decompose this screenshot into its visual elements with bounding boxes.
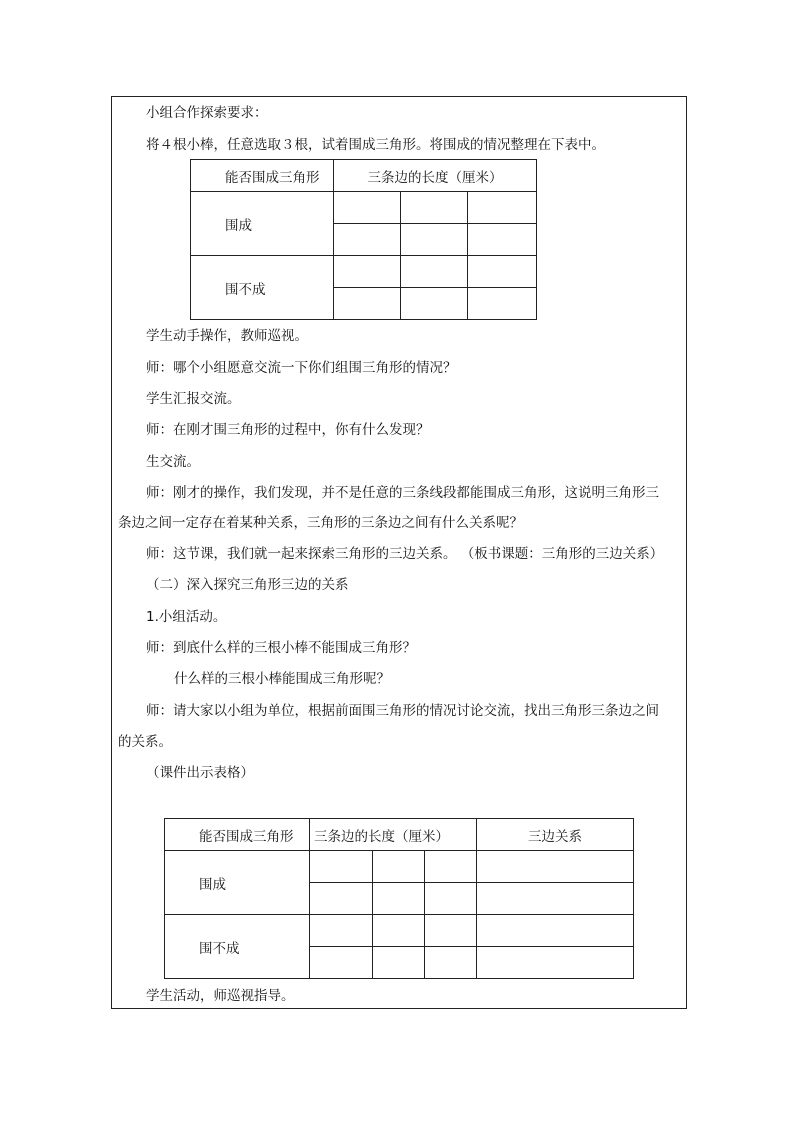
table-cell[interactable] [477,883,634,915]
paragraph-teacher-question-3: 师：到底什么样的三根小棒不能围成三角形？ [146,640,416,656]
table-cell[interactable] [401,256,468,288]
paragraph-teacher-instruction-line1: 师：请大家以小组为单位，根据前面围三角形的情况讨论交流，找出三角形三条边之间 [146,703,659,719]
table-cell[interactable] [334,192,401,224]
table-row [191,192,537,224]
paragraph-teacher-instruction-line2: 的关系。 [118,734,172,750]
table-cell[interactable] [477,851,634,883]
header-side-lengths: 三条边的长度（厘米） [310,819,477,851]
table-cell[interactable] [401,224,468,256]
table-row [191,256,537,288]
paragraph-students-discuss: 生交流。 [146,454,200,470]
paragraph-requirements-title: 小组合作探索要求： [146,105,268,121]
row-label-can: 围成 [191,192,334,256]
paragraph-teacher-question-2: 师：在刚才围三角形的过程中，你有什么发现？ [146,422,430,438]
paragraph-courseware-table: （课件出示表格） [146,765,254,781]
table-cell[interactable] [334,288,401,320]
header-can-form: 能否围成三角形 [165,819,310,851]
section-heading-explore: （二）深入探究三角形三边的关系 [146,577,349,593]
table-cell[interactable] [425,915,477,947]
table-cell[interactable] [334,224,401,256]
table-cell[interactable] [310,883,373,915]
table-triangle-relations [164,818,634,979]
table-cell[interactable] [468,256,537,288]
header-side-relation: 三边关系 [477,819,634,851]
table-cell[interactable] [468,288,537,320]
table-cell[interactable] [468,192,537,224]
header-can-form: 能否围成三角形 [191,160,334,192]
table-cell[interactable] [425,947,477,979]
table-header-row [191,160,537,192]
table-cell[interactable] [401,288,468,320]
paragraph-group-activity: 1.小组活动。 [146,609,227,625]
table-row [165,915,634,947]
paragraph-teacher-question-1: 师：哪个小组愿意交流一下你们组围三角形的情况？ [146,360,457,376]
table-cell[interactable] [334,256,401,288]
row-label-cannot: 围不成 [165,915,310,979]
paragraph-task: 将４根小棒，任意选取３根，试着围成三角形。将围成的情况整理在下表中。 [146,137,605,153]
table-cell[interactable] [477,947,634,979]
table-row [165,851,634,883]
table-cell[interactable] [310,915,373,947]
table-header-row [165,819,634,851]
table-cell[interactable] [373,915,425,947]
table-cell[interactable] [373,883,425,915]
paragraph-student-activity: 学生活动，师巡视指导。 [146,988,295,1004]
paragraph-students-operate: 学生动手操作，教师巡视。 [146,328,308,344]
table-cell[interactable] [373,851,425,883]
table-triangle-results [190,159,537,320]
table-cell[interactable] [310,947,373,979]
paragraph-lesson-topic: 师：这节课，我们就一起来探索三角形的三边关系。 （板书课题：三角形的三边关系） [146,546,664,562]
table-cell[interactable] [468,224,537,256]
table-cell[interactable] [373,947,425,979]
row-label-cannot: 围不成 [191,256,334,320]
row-label-can: 围成 [165,851,310,915]
table-cell[interactable] [425,851,477,883]
header-side-lengths: 三条边的长度（厘米） [334,160,537,192]
paragraph-students-report: 学生汇报交流。 [146,391,241,407]
paragraph-teacher-finding-line2: 条边之间一定存在着某种关系，三角形的三条边之间有什么关系呢？ [118,515,523,531]
paragraph-teacher-finding-line1: 师：刚才的操作，我们发现，并不是任意的三条线段都能围成三角形，这说明三角形三 [146,485,659,501]
table-cell[interactable] [477,915,634,947]
paragraph-teacher-question-4: 什么样的三根小棒能围成三角形呢？ [174,671,390,687]
table-cell[interactable] [310,851,373,883]
table-cell[interactable] [401,192,468,224]
table-cell[interactable] [425,883,477,915]
